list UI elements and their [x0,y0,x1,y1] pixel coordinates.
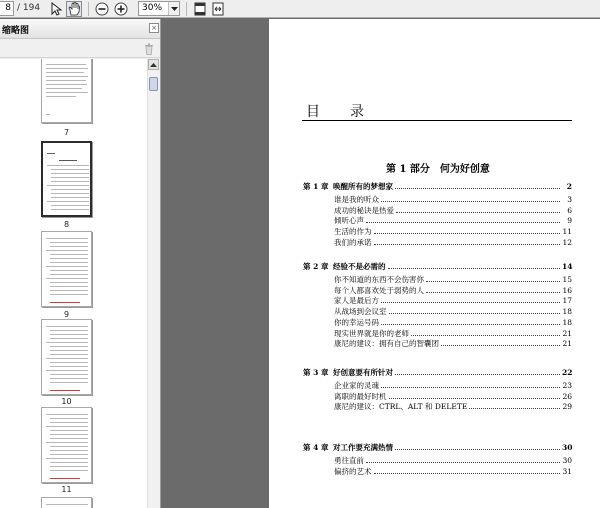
chapter-title: 对工作要充满热情 [333,443,393,452]
section-title: 我们的承诺 [334,237,372,247]
section-title: 你的幸运号码 [334,317,379,327]
page-ref: 14 [562,262,573,271]
chevron-down-icon[interactable] [168,2,179,15]
page-thumbnail[interactable] [41,319,92,395]
panel-header [0,19,160,39]
page-thumbnail[interactable] [41,231,92,307]
toc-section[interactable] [334,328,572,339]
dot-leader [374,233,561,234]
scrollbar-thumb[interactable] [149,77,158,91]
panel-title: 缩略图 [2,26,30,36]
page-ref: 3 [567,195,572,204]
thumbnail-panel [0,19,161,508]
zoom-select[interactable] [138,1,180,16]
page-ref: 18 [562,307,572,317]
dot-leader [381,324,560,325]
page-ref: 16 [562,285,572,295]
section-title: 你不知道的东西不会伤害你 [334,275,424,284]
thumbnail-label: 7 [63,128,70,137]
dot-leader [396,212,560,213]
page-ref: 18 [562,317,572,327]
page-number-input[interactable]: 8 [0,1,14,16]
section-title: 康尼的建议：CTRL、ALT 和 DELETE [334,402,468,412]
toc-chapter[interactable] [303,367,572,378]
thumbnail-label: 11 [61,485,72,494]
select-cursor-icon[interactable] [48,1,64,17]
toc-section[interactable] [334,285,572,296]
page-ref: 23 [562,381,572,390]
page-ref: 2 [566,182,572,191]
page-ref: 30 [562,456,572,465]
dot-leader [381,302,560,303]
section-title: 勇往直前 [334,456,364,465]
toc-title-char-2: 录 [350,104,364,120]
section-title: 每个人都喜欢处于弱势的人 [334,285,424,295]
chapter-number: 第 2 章 [303,262,329,271]
page-thumbnail-selected[interactable] [41,141,92,217]
hand-tool-icon[interactable] [66,1,82,17]
thumbnail-label: 10 [61,397,72,406]
page-ref: 26 [562,391,572,401]
dot-leader [381,387,560,388]
page-ref: 6 [567,205,572,215]
toc-section[interactable] [334,401,572,412]
section-title: 现实世界就是你的老师 [334,328,409,338]
page-ref: 9 [567,216,572,226]
section-title: 家人是最后方 [334,296,379,306]
section-title: 生活的作为 [334,227,372,237]
page-total: / 194 [17,3,41,13]
dot-leader [426,281,560,282]
dot-leader [374,244,561,245]
divider [302,120,572,121]
section-title: 谁是我的听众 [334,195,379,204]
toc-title-char-1: 目 [306,104,320,120]
page-ref: 22 [562,368,573,377]
thumbnail-label: 9 [63,310,70,319]
chapter-title: 经验不是必需的 [333,262,386,271]
page-ref: 29 [562,402,572,412]
panel-tools [0,40,160,58]
fit-page-icon[interactable] [192,1,208,17]
page-thumbnail[interactable] [41,59,92,123]
toc-section[interactable] [334,391,572,402]
scroll-up-icon[interactable] [148,59,159,70]
fit-width-icon[interactable] [210,1,226,17]
dot-leader [411,335,560,336]
toc-section[interactable] [334,205,572,216]
toc-section[interactable] [334,338,572,349]
page-ref: 17 [562,296,572,306]
page-ref: 21 [562,339,572,349]
pdf-page [269,19,600,508]
page-ref: 15 [562,275,572,284]
section-title: 从战场到会议室 [334,307,387,317]
chapter-number: 第 1 章 [303,182,329,191]
close-icon[interactable]: × [149,23,159,33]
page-ref: 31 [562,466,572,476]
chapter-number: 第 4 章 [303,443,329,452]
section-title: 企业家的灵魂 [334,381,379,390]
toc-title [306,101,364,121]
document-viewer[interactable] [162,19,600,508]
toc-section[interactable] [334,274,572,285]
zoom-in-icon[interactable] [113,1,129,17]
zoom-value: 30% [142,3,163,13]
dot-leader [389,313,561,314]
page-thumbnail[interactable] [41,497,92,508]
section-title: 偏挤的艺术 [334,466,372,476]
toc-chapter[interactable] [303,442,572,453]
page-ref: 11 [562,227,572,237]
section-title: 康尼的建议：拥有自己的智囊团 [334,339,439,349]
toc-section[interactable] [334,295,572,306]
dot-leader [366,222,560,223]
page-thumbnail[interactable] [41,407,92,483]
toc-section[interactable] [334,226,572,237]
thumbnail-scrollbar[interactable] [147,59,159,508]
toc-section[interactable] [334,306,572,317]
section-title: 倾听心声 [334,216,364,226]
dot-leader [389,398,561,399]
page-ref: 21 [562,328,572,338]
thumbnail-label: 8 [63,220,70,229]
dot-leader [388,268,561,269]
toc-section[interactable] [334,455,572,466]
dot-leader [426,292,560,293]
trash-icon[interactable] [144,43,154,58]
chapter-title: 好创意要有所针对 [333,368,393,377]
dot-leader [395,449,560,450]
page-ref: 12 [562,237,572,247]
toc-section[interactable] [334,215,572,226]
dot-leader [441,345,560,346]
toc-chapter[interactable] [303,181,572,192]
part-title: 第 1 部分 何为好创意 [386,164,490,175]
page-ref: 30 [562,443,573,452]
toolbar-separator [186,2,187,16]
toc-section[interactable] [334,194,572,205]
chapter-title: 唤醒所有的梦想家 [333,182,393,191]
zoom-out-icon[interactable] [94,1,110,17]
dot-leader [395,188,560,189]
toolbar [0,0,600,18]
toc-section[interactable] [334,237,572,248]
section-title: 离职的最好时机 [334,391,387,401]
dot-leader [374,473,561,474]
section-title: 成功的秘诀是热爱 [334,205,394,215]
toc-section[interactable] [334,466,572,477]
dot-leader [381,201,560,202]
dot-leader [395,374,560,375]
dot-leader [366,462,560,463]
thumbnail-list [0,59,147,508]
toc-section[interactable] [334,317,572,328]
toc-chapter[interactable] [303,261,572,272]
dot-leader [469,408,560,409]
toolbar-separator [88,2,89,16]
toc-section[interactable] [334,380,572,391]
chapter-number: 第 3 章 [303,368,329,377]
